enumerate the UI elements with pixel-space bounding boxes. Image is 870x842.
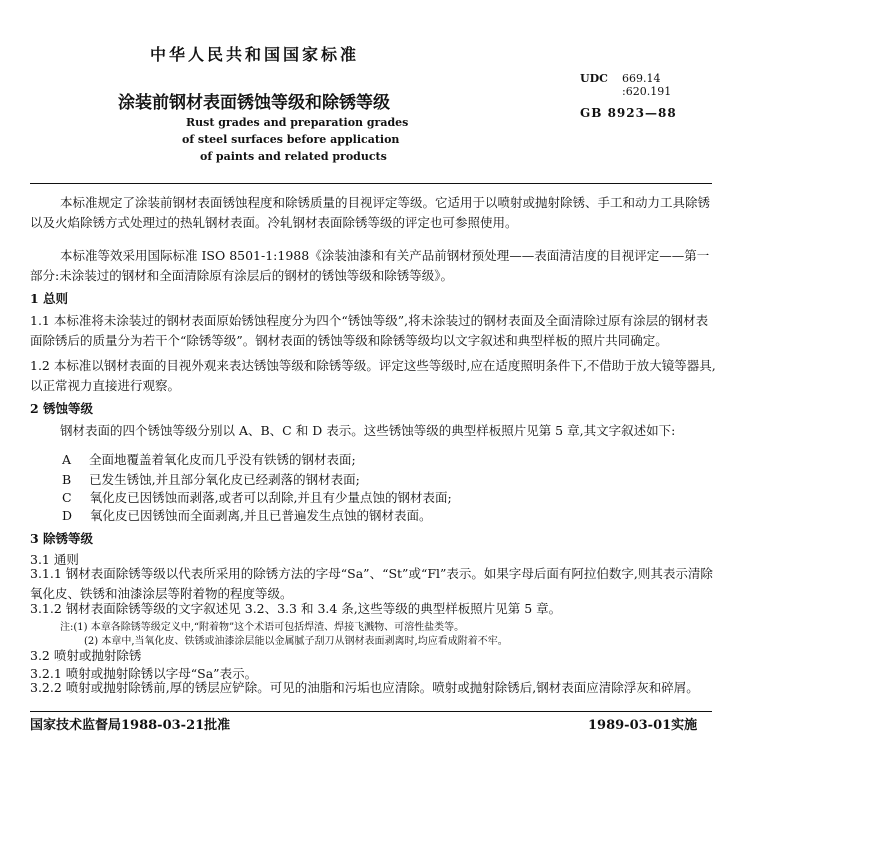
section-3-heading: 3 除锈等级: [30, 531, 94, 546]
gb-code: GB 8923—88: [580, 106, 677, 120]
clause-3-2-1: 3.2.1 喷射或抛射除锈以字母“Sa”表示。: [30, 666, 258, 681]
clause-1-1: 1.1 本标准将未涂装过的钢材表面原始锈蚀程度分为四个“锈蚀等级”,将未涂装过的钢材表面及全面清除过原有涂层的钢材表面除锈后的质量分为若干个“除锈等级”。钢材表面的锈蚀等级和除锈等级均以文字叙述和典型样板的照片共同确定。: [30, 313, 709, 348]
note-1: 注:(1) 本章各除锈等级定义中,“附着物”这个术语可包括焊渣、焊接飞溅物、可溶性盐类等。: [60, 622, 465, 633]
intro-paragraph-1: 本标准规定了涂装前钢材表面锈蚀程度和除锈质量的目视评定等级。它适用于以喷射或抛射除锈、手工和动力工具除锈以及火焰除锈方式处理过的热轧钢材表面。冷轧钢材表面除锈等级的评定也可参照使用。: [30, 195, 711, 230]
rust-grade-c: [62, 488, 452, 506]
implementation-line: 1989-03-01实施: [588, 718, 698, 733]
title-en-line-2: of steel surfaces before application: [182, 133, 400, 146]
rust-grade-b-key: B: [62, 472, 72, 487]
udc-code-line-1: 669.14: [622, 72, 661, 85]
national-standard-heading: 中华人民共和国国家标准: [150, 45, 360, 64]
rust-grade-d-text: 氧化皮已因锈蚀而全面剥离,并且已普遍发生点蚀的钢材表面。: [90, 508, 432, 523]
clause-3-1-heading: 3.1 通则: [30, 552, 79, 567]
rust-grade-d: [62, 506, 432, 524]
udc-label: UDC: [580, 72, 608, 85]
footer-divider: [30, 711, 712, 712]
rust-grade-d-key: D: [62, 508, 73, 523]
clause-3-1-2: 3.1.2 钢材表面除锈等级的文字叙述见 3.2、3.3 和 3.4 条,这些等级的典型样板照片见第 5 章。: [30, 601, 562, 616]
title-en-line-3: of paints and related products: [200, 150, 387, 163]
header-divider: [30, 183, 712, 184]
document-title: 涂装前钢材表面锈蚀等级和除锈等级: [118, 93, 390, 113]
rust-grade-a-text: 全面地覆盖着氧化皮而几乎没有铁锈的钢材表面;: [89, 452, 356, 467]
clause-3-1-1: 3.1.1 钢材表面除锈等级以代表所采用的除锈方法的字母“Sa”、“St”或“Fl”表示。如果字母后面有阿拉伯数字,则其表示清除氧化皮、铁锈和油漆涂层等附着物的程度等级。: [30, 566, 713, 601]
clause-3-2-heading: 3.2 喷射或抛射除锈: [30, 648, 142, 663]
rust-grade-c-key: C: [62, 490, 72, 505]
rust-grade-a-key: A: [62, 452, 72, 467]
intro-paragraph-2: 本标准等效采用国际标准 ISO 8501-1:1988《涂装油漆和有关产品前钢材预处理——表面清洁度的目视评定——第一部分:未涂装过的钢材和全面清除原有涂层后的钢材的锈蚀等级和除锈等级》。: [30, 248, 710, 283]
section-1-heading: 1 总则: [30, 291, 69, 306]
title-en-line-1: Rust grades and preparation grades: [186, 116, 409, 129]
clause-1-2: 1.2 本标准以钢材表面的目视外观来表达锈蚀等级和除锈等级。评定这些等级时,应在适度照明条件下,不借助于放大镜等器具,以正常视力直接进行观察。: [30, 358, 716, 393]
note-2: (2) 本章中,当氧化皮、铁锈或油漆涂层能以金属腻子刮刀从钢材表面剥离时,均应看成附着不牢。: [84, 636, 508, 647]
section-2-heading: 2 锈蚀等级: [30, 401, 94, 416]
rust-grade-a: [62, 450, 356, 468]
udc-code-line-2: :620.191: [622, 85, 672, 98]
section-2-intro: 钢材表面的四个锈蚀等级分别以 A、B、C 和 D 表示。这些锈蚀等级的典型样板照片见第 5 章,其文字叙述如下:: [60, 423, 676, 438]
rust-grade-b: [62, 470, 360, 488]
approval-line: 国家技术监督局1988-03-21批准: [30, 718, 231, 733]
clause-3-2-2: 3.2.2 喷射或抛射除锈前,厚的锈层应铲除。可见的油脂和污垢也应清除。喷射或抛射除锈后,钢材表面应清除浮灰和碎屑。: [30, 680, 699, 695]
rust-grade-c-text: 氧化皮已因锈蚀而剥落,或者可以刮除,并且有少量点蚀的钢材表面;: [89, 490, 452, 505]
rust-grade-b-text: 已发生锈蚀,并且部分氧化皮已经剥落的钢材表面;: [89, 472, 360, 487]
